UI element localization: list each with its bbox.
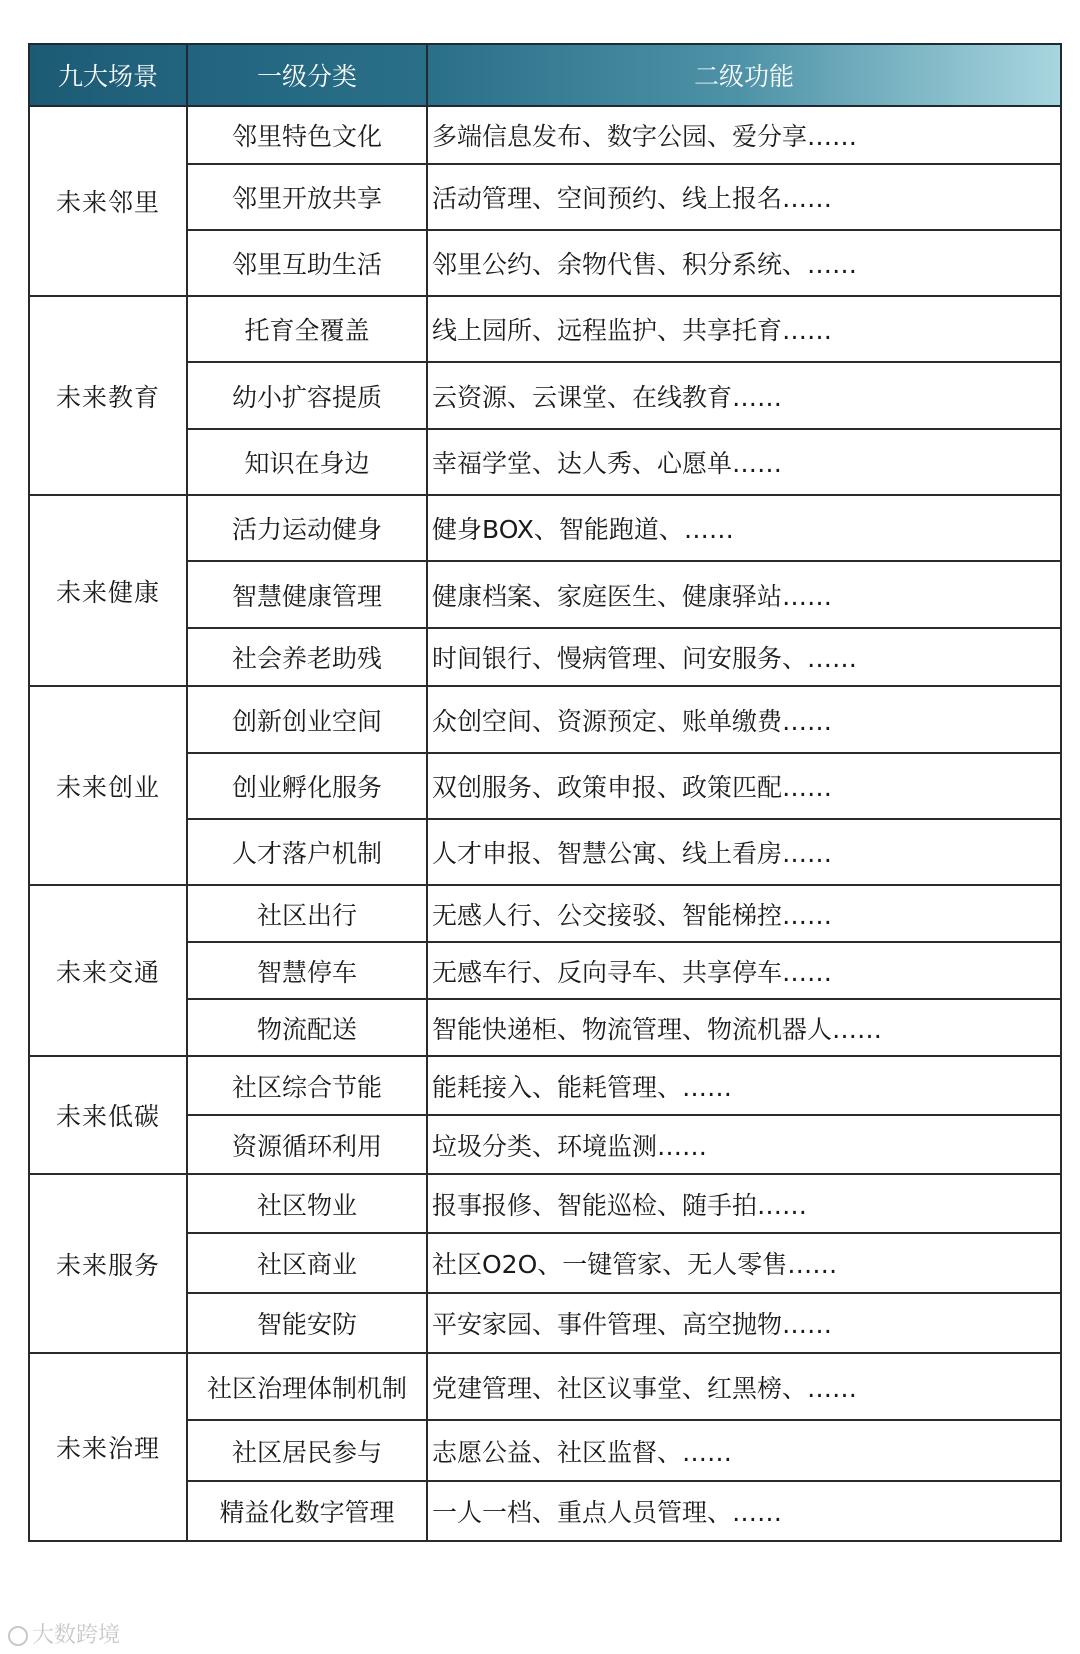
- function-cell: 多端信息发布、数字公园、爱分享……: [427, 106, 1061, 164]
- category-cell: 智慧停车: [187, 942, 427, 999]
- table-row: [29, 1353, 1061, 1420]
- watermark: [8, 1618, 120, 1649]
- category-cell: 创新创业空间: [187, 686, 427, 753]
- table-header: [29, 44, 1061, 106]
- function-cell: 无感人行、公交接驳、智能梯控……: [427, 885, 1061, 942]
- function-cell: 时间银行、慢病管理、问安服务、……: [427, 628, 1061, 686]
- scene-cell: 未来创业: [29, 686, 187, 885]
- category-cell: 精益化数字管理: [187, 1481, 427, 1541]
- table-row: [29, 106, 1061, 164]
- function-cell: 智能快递柜、物流管理、物流机器人……: [427, 999, 1061, 1056]
- scene-cell: 未来教育: [29, 296, 187, 495]
- header-row: [29, 44, 1061, 106]
- function-cell: 众创空间、资源预定、账单缴费……: [427, 686, 1061, 753]
- function-cell: 平安家园、事件管理、高空抛物……: [427, 1293, 1061, 1353]
- scene-cell: 未来服务: [29, 1174, 187, 1353]
- category-cell: 托育全覆盖: [187, 296, 427, 362]
- function-cell: 双创服务、政策申报、政策匹配……: [427, 753, 1061, 819]
- header-scene: 九大场景: [29, 44, 187, 106]
- table-row: [29, 1174, 1061, 1233]
- category-cell: 创业孵化服务: [187, 753, 427, 819]
- scene-cell: 未来健康: [29, 495, 187, 686]
- header-category: 一级分类: [187, 44, 427, 106]
- category-cell: 知识在身边: [187, 429, 427, 495]
- function-cell: 健康档案、家庭医生、健康驿站……: [427, 561, 1061, 628]
- function-cell: 志愿公益、社区监督、……: [427, 1420, 1061, 1481]
- table-row: [29, 686, 1061, 753]
- category-cell: 智慧健康管理: [187, 561, 427, 628]
- category-cell: 社区出行: [187, 885, 427, 942]
- category-cell: 智能安防: [187, 1293, 427, 1353]
- scenario-table-container: [28, 43, 1060, 1542]
- watermark-text: 大数跨境: [32, 1623, 121, 1648]
- header-function: 二级功能: [427, 44, 1061, 106]
- category-cell: 人才落户机制: [187, 819, 427, 885]
- category-cell: 邻里开放共享: [187, 164, 427, 230]
- function-cell: 人才申报、智慧公寓、线上看房……: [427, 819, 1061, 885]
- category-cell: 邻里互助生活: [187, 230, 427, 296]
- function-cell: 一人一档、重点人员管理、……: [427, 1481, 1061, 1541]
- function-cell: 社区O2O、一键管家、无人零售……: [427, 1233, 1061, 1293]
- category-cell: 社区综合节能: [187, 1056, 427, 1115]
- scene-cell: 未来低碳: [29, 1056, 187, 1174]
- category-cell: 社区居民参与: [187, 1420, 427, 1481]
- category-cell: 幼小扩容提质: [187, 362, 427, 429]
- function-cell: 无感车行、反向寻车、共享停车……: [427, 942, 1061, 999]
- category-cell: 社会养老助残: [187, 628, 427, 686]
- table-body: [29, 106, 1061, 1541]
- scene-cell: 未来治理: [29, 1353, 187, 1541]
- category-cell: 活力运动健身: [187, 495, 427, 561]
- scenario-table: [28, 43, 1062, 1542]
- function-cell: 党建管理、社区议事堂、红黑榜、……: [427, 1353, 1061, 1420]
- table-row: [29, 1056, 1061, 1115]
- function-cell: 云资源、云课堂、在线教育……: [427, 362, 1061, 429]
- watermark-logo-icon: [8, 1626, 28, 1646]
- function-cell: 垃圾分类、环境监测……: [427, 1115, 1061, 1174]
- function-cell: 邻里公约、余物代售、积分系统、……: [427, 230, 1061, 296]
- category-cell: 社区商业: [187, 1233, 427, 1293]
- function-cell: 报事报修、智能巡检、随手拍……: [427, 1174, 1061, 1233]
- category-cell: 邻里特色文化: [187, 106, 427, 164]
- function-cell: 能耗接入、能耗管理、……: [427, 1056, 1061, 1115]
- function-cell: 健身BOX、智能跑道、……: [427, 495, 1061, 561]
- category-cell: 资源循环利用: [187, 1115, 427, 1174]
- scene-cell: 未来邻里: [29, 106, 187, 296]
- category-cell: 社区治理体制机制: [187, 1353, 427, 1420]
- category-cell: 社区物业: [187, 1174, 427, 1233]
- table-row: [29, 296, 1061, 362]
- function-cell: 线上园所、远程监护、共享托育……: [427, 296, 1061, 362]
- table-row: [29, 885, 1061, 942]
- scene-cell: 未来交通: [29, 885, 187, 1056]
- table-row: [29, 495, 1061, 561]
- function-cell: 幸福学堂、达人秀、心愿单……: [427, 429, 1061, 495]
- category-cell: 物流配送: [187, 999, 427, 1056]
- function-cell: 活动管理、空间预约、线上报名……: [427, 164, 1061, 230]
